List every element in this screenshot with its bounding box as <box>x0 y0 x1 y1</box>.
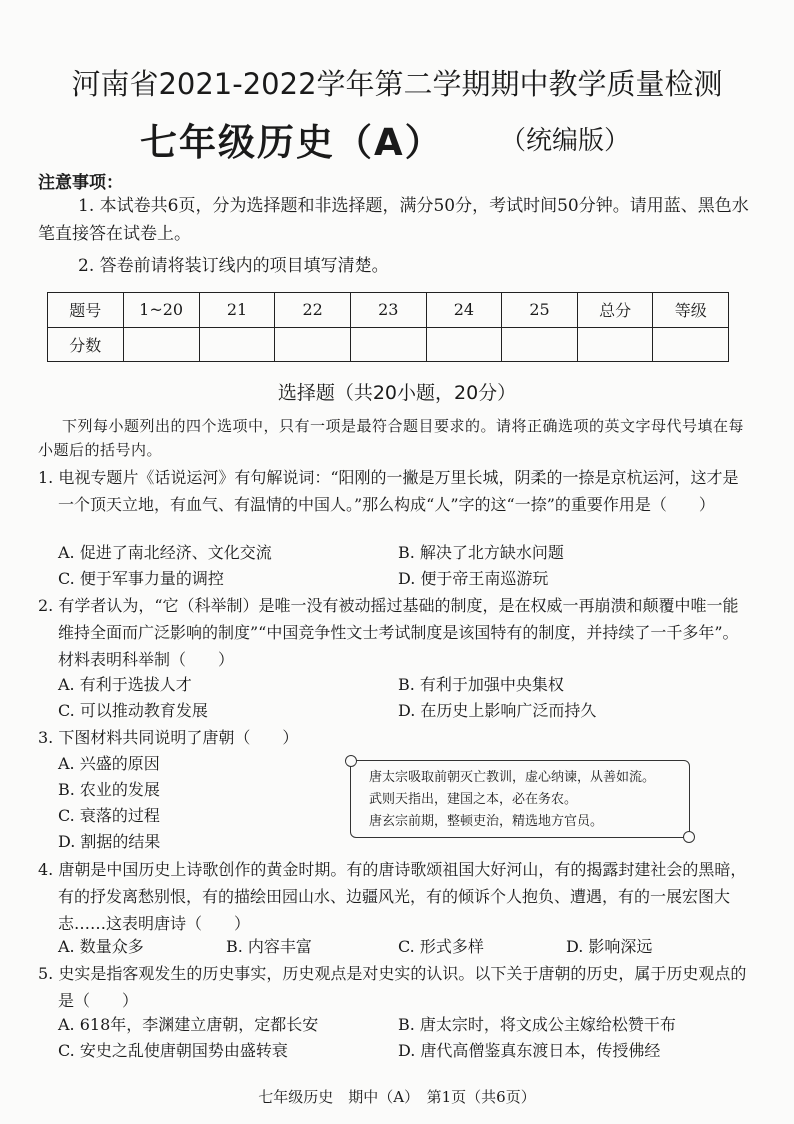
score-header-cell: 24 <box>426 293 502 328</box>
option-d[interactable]: D. 唐代高僧鉴真东渡日本，传授佛经 <box>398 1041 661 1060</box>
option-a[interactable]: A. 数量众多 <box>58 937 144 956</box>
notice-item-2: 2. 答卷前请将装订线内的项目填写清楚。 <box>78 256 389 276</box>
question-stem: 5. 史实是指客观发生的历史事实，历史观点是对史实的认识。以下关于唐朝的历史，属于历史观点的是（ ） <box>38 964 747 1010</box>
option-d[interactable]: D. 便于帝王南巡游玩 <box>398 569 549 588</box>
score-header-cell: 等级 <box>653 293 729 328</box>
notice-heading: 注意事项： <box>38 173 123 193</box>
score-row-label: 分数 <box>48 327 124 362</box>
option-b[interactable]: B. 内容丰富 <box>226 937 312 956</box>
option-b[interactable]: B. 有利于加强中央集权 <box>398 675 564 694</box>
question-2 <box>38 592 750 673</box>
page-footer: 七年级历史 期中（A） 第1页（共6页） <box>258 1088 536 1106</box>
material-line: 唐玄宗前期，整顿吏治，精选地方官员。 <box>369 814 604 829</box>
score-cell[interactable] <box>275 327 351 362</box>
option-c[interactable]: C. 可以推动教育发展 <box>58 701 208 720</box>
option-c[interactable]: C. 形式多样 <box>398 937 484 956</box>
score-header-cell: 22 <box>275 293 351 328</box>
score-header-cell: 23 <box>350 293 426 328</box>
exam-title: 河南省2021-2022学年第二学期期中教学质量检测 <box>71 67 723 101</box>
score-cell[interactable] <box>123 327 199 362</box>
score-header-cell: 21 <box>199 293 275 328</box>
option-d[interactable]: D. 在历史上影响广泛而持久 <box>398 701 597 720</box>
option-a[interactable]: A. 有利于选拔人才 <box>58 675 192 694</box>
score-cell[interactable] <box>577 327 653 362</box>
question-4 <box>38 856 750 937</box>
score-cell[interactable] <box>502 327 578 362</box>
option-b[interactable]: B. 唐太宗时，将文成公主嫁给松赞干布 <box>398 1015 676 1034</box>
material-line: 唐太宗吸取前朝灭亡教训，虚心纳谏，从善如流。 <box>369 770 656 785</box>
option-a[interactable]: A. 兴盛的原因 <box>58 754 160 773</box>
material-scroll <box>350 760 690 838</box>
section-instruction: 下列每小题列出的四个选项中，只有一项是最符合题目要求的。请将正确选项的英文字母代号填在每小题后的括号内。 <box>38 417 745 459</box>
option-c[interactable]: C. 便于军事力量的调控 <box>58 569 224 588</box>
question-stem: 2. 有学者认为，“它（科举制）是唯一没有被动摇过基础的制度，是在权威一再崩溃和颠覆中唯一能维持全面而广泛影响的制度”“中国竞争性文士考试制度是该国特有的制度，并持续了一千多年”。材料表明科举制（ ） <box>38 596 739 669</box>
score-cell[interactable] <box>199 327 275 362</box>
notice-item-1: 1. 本试卷共6页，分为选择题和非选择题，满分50分，考试时间50分钟。请用蓝、黑色水笔直接答在试卷上。 <box>38 196 749 244</box>
option-b[interactable]: B. 农业的发展 <box>58 780 160 799</box>
subject-title: 七年级历史（A） <box>140 121 444 164</box>
score-table-header-row <box>48 293 729 328</box>
question-3 <box>38 724 750 751</box>
score-header-cell: 1~20 <box>123 293 199 328</box>
option-a[interactable]: A. 618年，李渊建立唐朝，定都长安 <box>58 1015 319 1034</box>
score-header-cell: 题号 <box>48 293 124 328</box>
section-title: 选择题（共20小题，20分） <box>277 382 517 404</box>
option-d[interactable]: D. 影响深远 <box>566 937 653 956</box>
score-cell[interactable] <box>426 327 502 362</box>
score-table <box>47 292 729 362</box>
edition-label: （统编版） <box>500 126 631 156</box>
score-header-cell: 25 <box>502 293 578 328</box>
question-stem: 1. 电视专题片《话说运河》有句解说词：“阳刚的一撇是万里长城，阴柔的一捺是京杭运河，这才是一个顶天立地，有血气、有温情的中国人。”那么构成“人”字的这“一捺”的重要作用是（ ） <box>38 468 739 514</box>
score-header-cell: 总分 <box>577 293 653 328</box>
question-5 <box>38 960 750 1014</box>
option-d[interactable]: D. 割据的结果 <box>58 832 161 851</box>
score-cell[interactable] <box>350 327 426 362</box>
question-stem: 3. 下图材料共同说明了唐朝（ ） <box>38 728 299 747</box>
option-c[interactable]: C. 安史之乱使唐朝国势由盛转衰 <box>58 1041 288 1060</box>
question-stem: 4. 唐朝是中国历史上诗歌创作的黄金时期。有的唐诗歌颂祖国大好河山，有的揭露封建社会的黑暗，有的抒发离愁别恨，有的描绘田园山水、边疆风光，有的倾诉个人抱负、遭遇，有的一展宏图大志……这表明唐诗（ ） <box>38 860 747 933</box>
material-line: 武则天指出，建国之本，必在务农。 <box>369 792 578 807</box>
option-a[interactable]: A. 促进了南北经济、文化交流 <box>58 543 272 562</box>
score-cell[interactable] <box>653 327 729 362</box>
score-table-value-row <box>48 327 729 362</box>
question-1 <box>38 464 750 518</box>
option-c[interactable]: C. 衰落的过程 <box>58 806 160 825</box>
option-b[interactable]: B. 解决了北方缺水问题 <box>398 543 564 562</box>
subject-header <box>140 112 700 162</box>
